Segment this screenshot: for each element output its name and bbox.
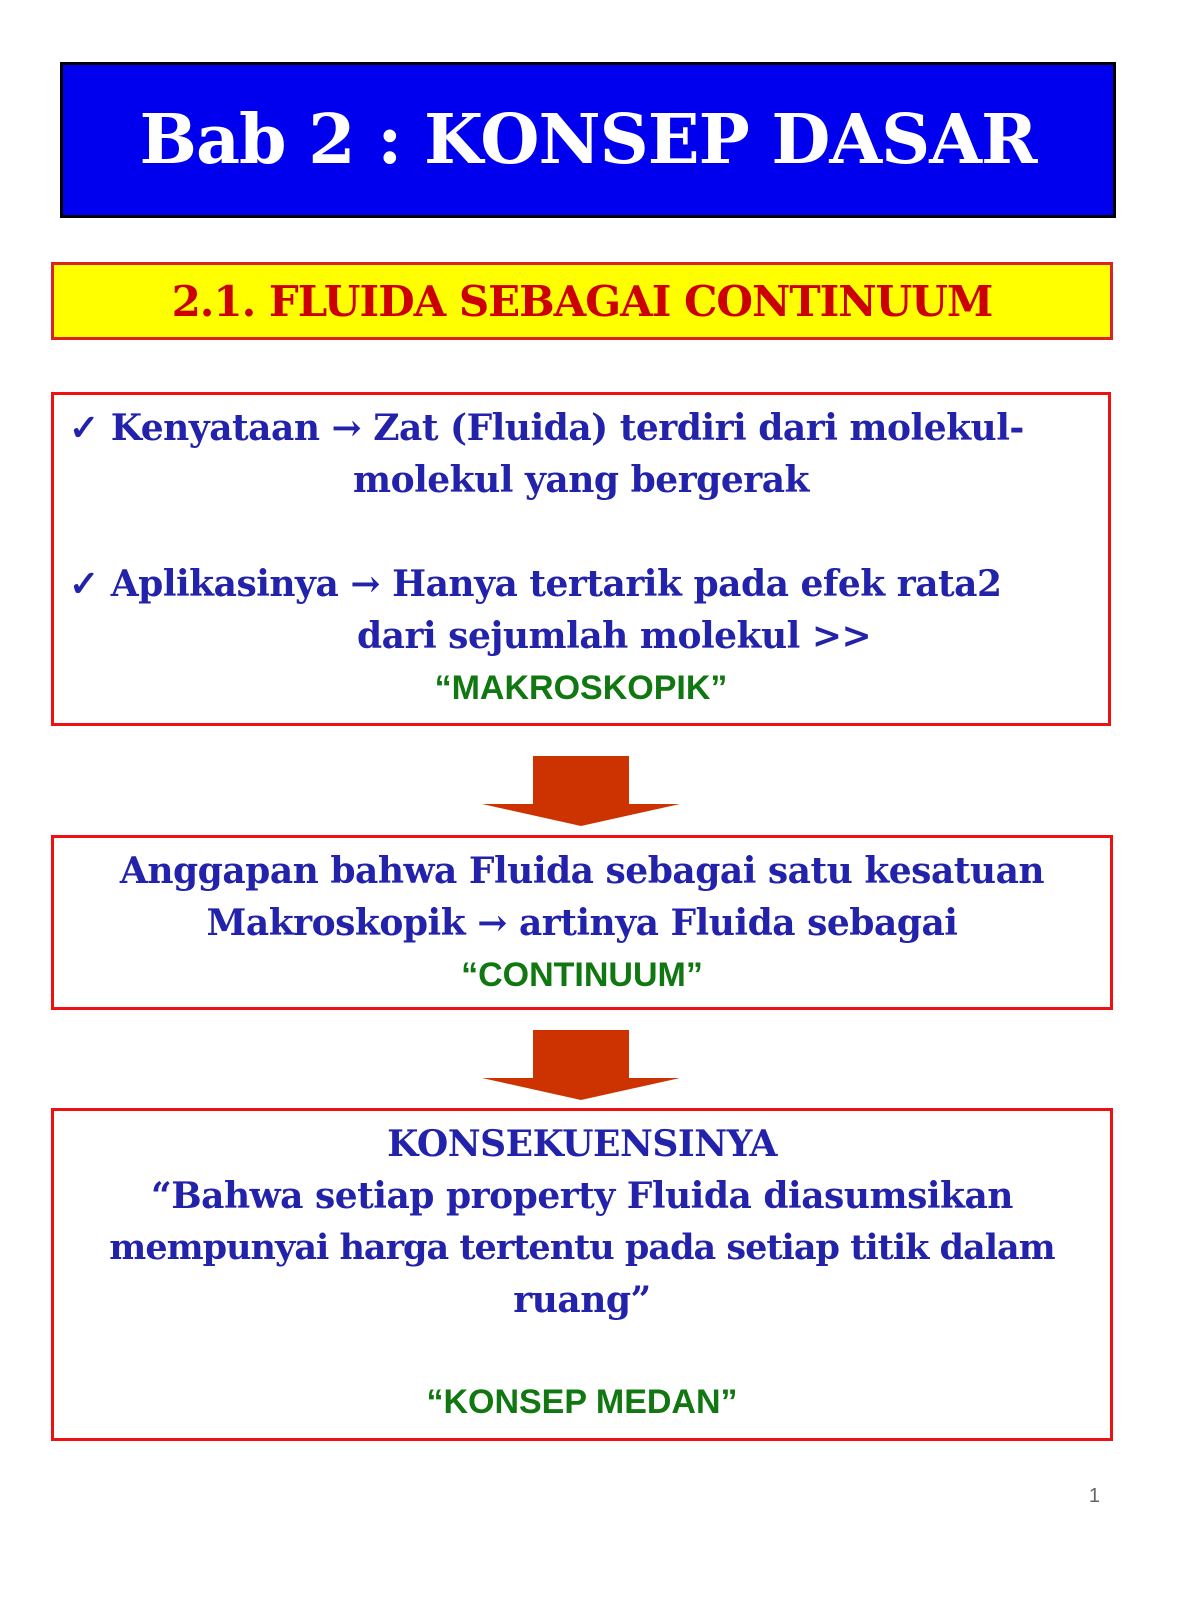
consequence-heading: KONSEKUENSINYA: [387, 1123, 777, 1165]
consequence-line-1: “Bahwa setiap property Fluida diasumsikan: [151, 1175, 1013, 1217]
checkmark-icon: ✓: [69, 563, 99, 605]
right-arrow-icon: →: [477, 902, 507, 944]
statement-line-1: [69, 407, 1024, 449]
makroskopik-highlight: “MAKROSKOPIK”: [434, 669, 728, 707]
consequence-line-2: mempunyai harga tertentu pada setiap titik dalam: [109, 1227, 1055, 1268]
right-arrow-icon: →: [331, 407, 362, 449]
aplikasinya-label: Aplikasinya: [110, 563, 339, 605]
assumption-line-2-text: artinya Fluida sebagai: [518, 902, 958, 944]
consequence-box: [51, 1108, 1113, 1441]
down-arrow-icon: [482, 1030, 680, 1100]
makroskopik-word: Makroskopik: [206, 902, 466, 944]
continuum-highlight: “CONTINUUM”: [461, 956, 703, 994]
assumption-box: [51, 835, 1113, 1010]
statement-box: [51, 392, 1111, 726]
down-arrow-icon: [482, 756, 680, 826]
konsep-medan-highlight: “KONSEP MEDAN”: [426, 1383, 738, 1421]
page-title: Bab 2 : KONSEP DASAR: [139, 100, 1037, 180]
section-heading: 2.1. FLUIDA SEBAGAI CONTINUUM: [171, 276, 993, 326]
kenyataan-label: Kenyataan: [110, 407, 320, 449]
page-number: 1: [1088, 1485, 1100, 1507]
kenyataan-continuation: molekul yang bergerak: [353, 459, 809, 501]
aplikasinya-text: Hanya tertarik pada efek rata2: [392, 563, 1002, 605]
assumption-line-2: [54, 902, 1110, 944]
title-banner: [60, 62, 1116, 218]
assumption-line-1: Anggapan bahwa Fluida sebagai satu kesatuan: [119, 850, 1045, 892]
section-banner: [51, 262, 1113, 340]
checkmark-icon: ✓: [69, 407, 99, 449]
kenyataan-text: Zat (Fluida) terdiri dari molekul-: [373, 407, 1024, 449]
right-arrow-icon: →: [350, 563, 381, 605]
statement-line-2: [69, 563, 1002, 605]
aplikasinya-continuation: dari sejumlah molekul >>: [357, 615, 872, 657]
consequence-line-3: ruang”: [513, 1279, 651, 1321]
